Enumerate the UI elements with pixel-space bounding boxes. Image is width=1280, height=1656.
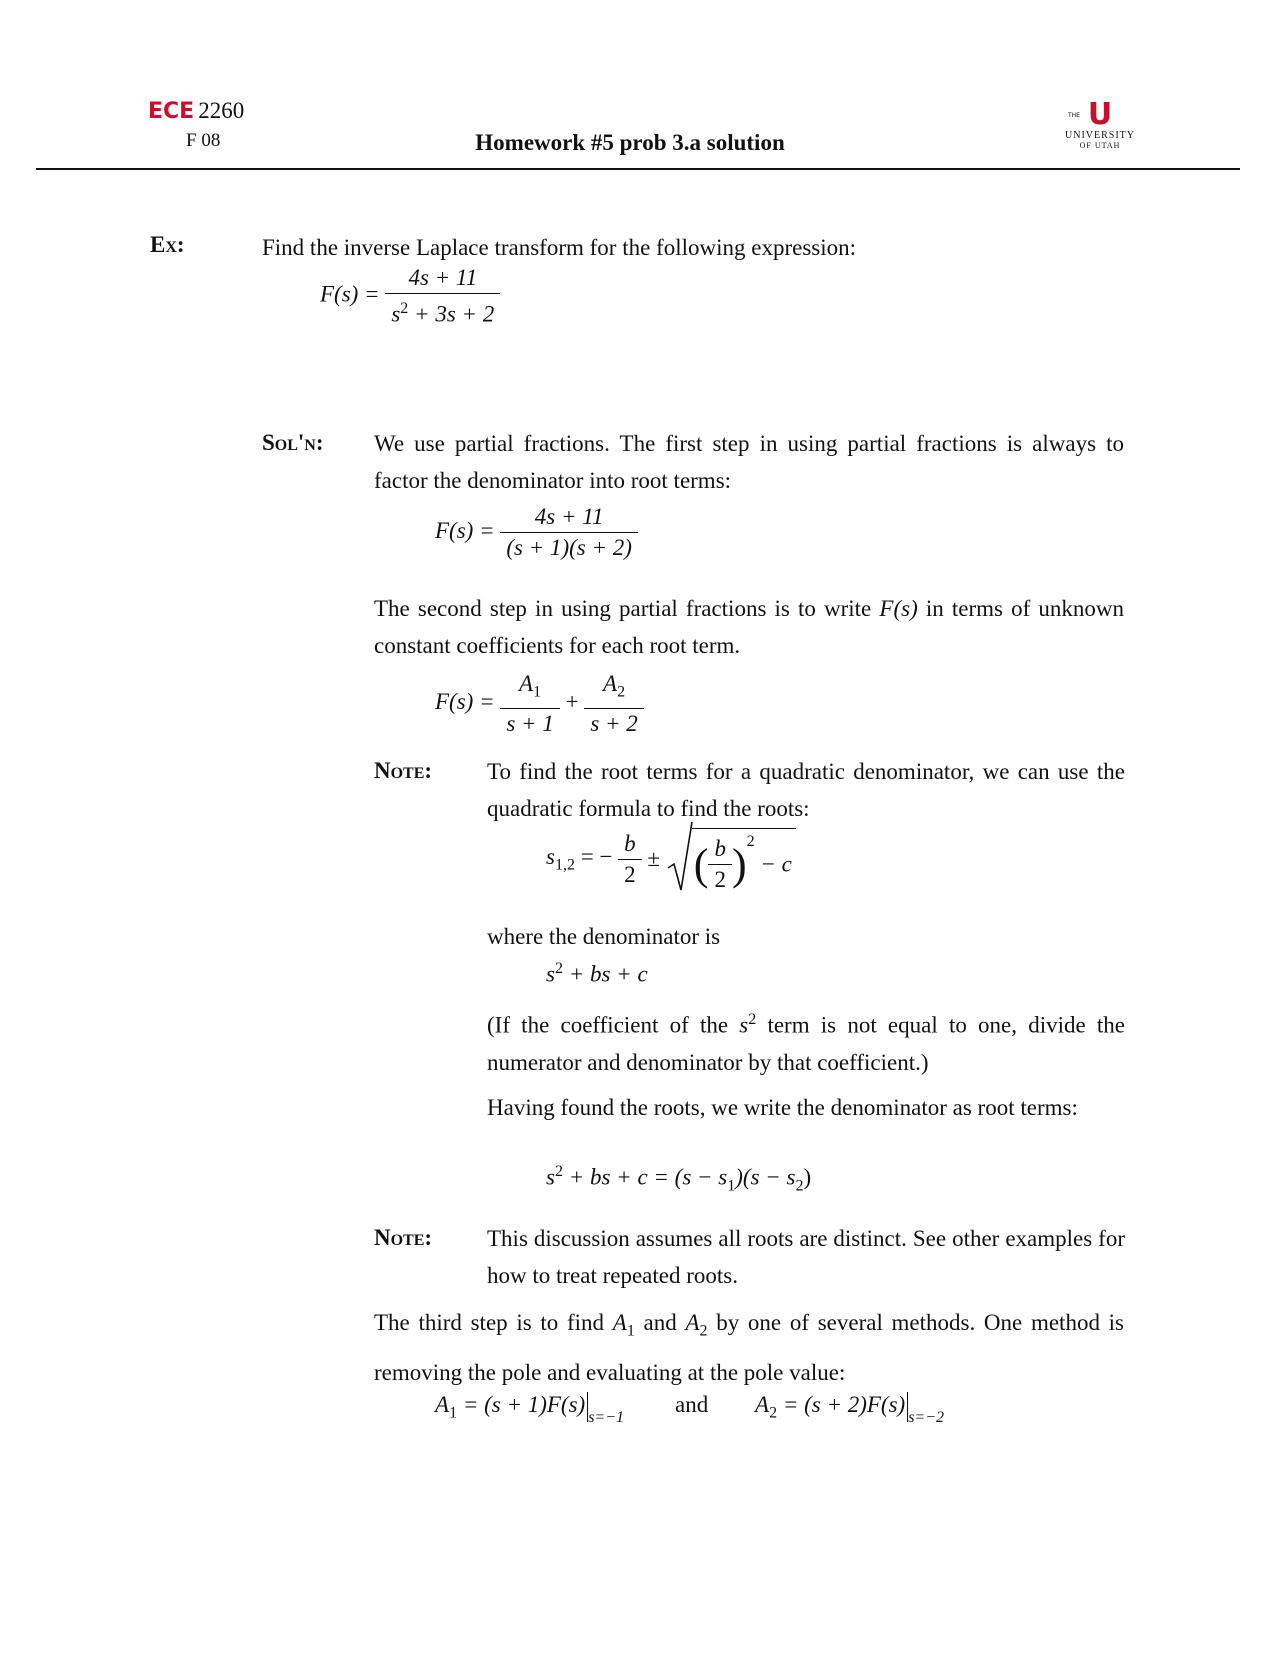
eq-numerator: 4s + 11 bbox=[385, 266, 500, 294]
coef-s: s bbox=[739, 1012, 749, 1038]
poly-s: s bbox=[546, 961, 555, 987]
eq2-d1: s + 1 bbox=[506, 710, 554, 736]
quadratic-polynomial bbox=[546, 960, 648, 988]
fact-part-b: )(s − s bbox=[735, 1164, 796, 1190]
sqrt-sign-icon bbox=[666, 820, 694, 898]
fact-sub1: 1 bbox=[727, 1177, 736, 1195]
qf-exp: 2 bbox=[746, 833, 755, 850]
where-text: where the denominator is bbox=[487, 924, 721, 949]
course-header bbox=[148, 98, 244, 124]
qf-sub: 1,2 bbox=[554, 856, 575, 874]
eq-fraction bbox=[385, 266, 500, 327]
eq3-a1-sub: 1 bbox=[449, 1404, 458, 1422]
residue-equation-a2 bbox=[755, 1392, 944, 1427]
para3-part-b: by one of several methods. One method is removing the pole and evaluating at the pole value: bbox=[374, 1310, 1124, 1385]
header-rule bbox=[36, 168, 1240, 170]
example-equation bbox=[320, 266, 500, 327]
having-found-text: Having found the roots, we write the denominator as root terms: bbox=[487, 1095, 1078, 1120]
eq2-a2: A bbox=[603, 671, 618, 696]
partial-fraction-equation bbox=[435, 672, 644, 736]
course-number: 2260 bbox=[198, 98, 245, 123]
u-logo-icon: U bbox=[1087, 97, 1113, 132]
factored-equation bbox=[435, 505, 638, 560]
sqrt-radical: ( $\frac{b}{2}$ )$^2$ − c bbox=[666, 826, 796, 892]
fact-s: s bbox=[546, 1164, 555, 1190]
qf-b: b bbox=[618, 832, 642, 860]
page-title: Homework #5 prob 3.a solution bbox=[475, 130, 785, 155]
note1-label: Note: bbox=[374, 758, 433, 783]
example-prompt: Find the inverse Laplace transform for the following expression: bbox=[262, 235, 857, 260]
eq2-a1-sub: 1 bbox=[533, 683, 542, 701]
note2-text: This discussion assumes all roots are distinct. See other examples for how to treat repeated roots. bbox=[487, 1226, 1125, 1288]
qf-s: s bbox=[546, 843, 555, 869]
coefficient-note bbox=[487, 1001, 1125, 1081]
quadratic-formula: $s_{1,2}$ = − $\frac{b}{2}$ ± ( $\frac{b}{2}$ )$^2$ − c bbox=[546, 826, 796, 892]
example-label: Ex: bbox=[150, 232, 185, 257]
fact-part-c: ) bbox=[803, 1164, 812, 1190]
eq2-a2-sub: 2 bbox=[617, 683, 626, 701]
eq1-denominator: (s + 1)(s + 2) bbox=[506, 535, 632, 560]
solution-para-1: We use partial fractions. The first step in using partial fractions is always to factor the denominator into root terms: bbox=[374, 431, 1124, 493]
factored-quadratic bbox=[546, 1163, 811, 1195]
logo-the: THE bbox=[1068, 112, 1080, 119]
coef-part-a: (If the coefficient of the bbox=[487, 1012, 740, 1038]
para2-fs: F(s) bbox=[879, 596, 918, 621]
eq1-numerator: 4s + 11 bbox=[500, 505, 638, 533]
ece-logo: ECE bbox=[148, 99, 195, 124]
eq2-lhs: F(s) = bbox=[435, 689, 495, 715]
eq3-a1-eval: s=−1 bbox=[588, 1409, 625, 1426]
poly-rest: + bs + c bbox=[562, 961, 648, 987]
note2-label: Note: bbox=[374, 1225, 433, 1250]
solution-label: Sol'n: bbox=[262, 430, 324, 455]
eq-den-exp: 2 bbox=[400, 300, 409, 317]
para2-part-a: The second step in using partial fractions is to write bbox=[374, 596, 880, 621]
para3-sub1: 1 bbox=[626, 1322, 635, 1340]
eq-lhs: F(s) = bbox=[320, 281, 380, 307]
para3-and: and bbox=[634, 1310, 686, 1335]
university-logo bbox=[1040, 97, 1160, 150]
eq3-a2: A bbox=[755, 1392, 770, 1417]
para3-part-a: The third step is to find bbox=[374, 1310, 613, 1335]
logo-line1: UNIVERSITY bbox=[1065, 130, 1135, 141]
eq3-a2-sub: 2 bbox=[769, 1404, 778, 1422]
residue-equation-a1 bbox=[435, 1392, 624, 1427]
qf-pm: ± bbox=[647, 846, 661, 872]
eq-den-s: s bbox=[391, 301, 401, 327]
eq2-d2: s + 2 bbox=[590, 710, 638, 736]
coef-part-b: term is not equal to one, divide the numerator and denominator by that coefficient.) bbox=[487, 1012, 1126, 1075]
term-label: F 08 bbox=[186, 130, 221, 151]
eq1-lhs: F(s) = bbox=[435, 517, 495, 543]
logo-line2: OF UTAH bbox=[1079, 141, 1121, 150]
para2-part-b: in terms of unknown constant coefficients for each root term. bbox=[374, 596, 1125, 658]
eq3-a2-rhs: = (s + 2)F(s) bbox=[777, 1392, 906, 1417]
coef-exp: 2 bbox=[748, 1011, 757, 1028]
fact-exp: 2 bbox=[554, 1163, 563, 1180]
para3-sub2: 2 bbox=[699, 1322, 708, 1340]
solution-para-3 bbox=[374, 1302, 1124, 1393]
eq2-a1: A bbox=[519, 671, 534, 696]
eq3-a2-eval: s=−2 bbox=[908, 1409, 945, 1426]
note1-text: To find the root terms for a quadratic denominator, we can use the quadratic formula to find the roots: bbox=[487, 759, 1125, 821]
eq3-a1-rhs: = (s + 1)F(s) bbox=[457, 1392, 586, 1417]
qf-minus-c: − c bbox=[760, 851, 792, 877]
qf-two: 2 bbox=[624, 861, 636, 887]
eq3-a1: A bbox=[435, 1392, 450, 1417]
solution-para-2 bbox=[374, 590, 1124, 664]
qf-inner-b: b bbox=[708, 837, 732, 865]
fact-sub2: 2 bbox=[795, 1177, 804, 1195]
qf-eq: = bbox=[580, 843, 594, 869]
fact-part-a: + bs + c = (s − s bbox=[562, 1164, 728, 1190]
qf-inner-two: 2 bbox=[714, 867, 726, 893]
and-word: and bbox=[675, 1392, 709, 1417]
para3-A1: A bbox=[612, 1310, 627, 1335]
eq-den-rest: + 3s + 2 bbox=[408, 301, 495, 327]
poly-exp: 2 bbox=[554, 960, 563, 977]
para3-A2: A bbox=[685, 1310, 700, 1335]
eq2-plus: + bbox=[565, 689, 579, 715]
